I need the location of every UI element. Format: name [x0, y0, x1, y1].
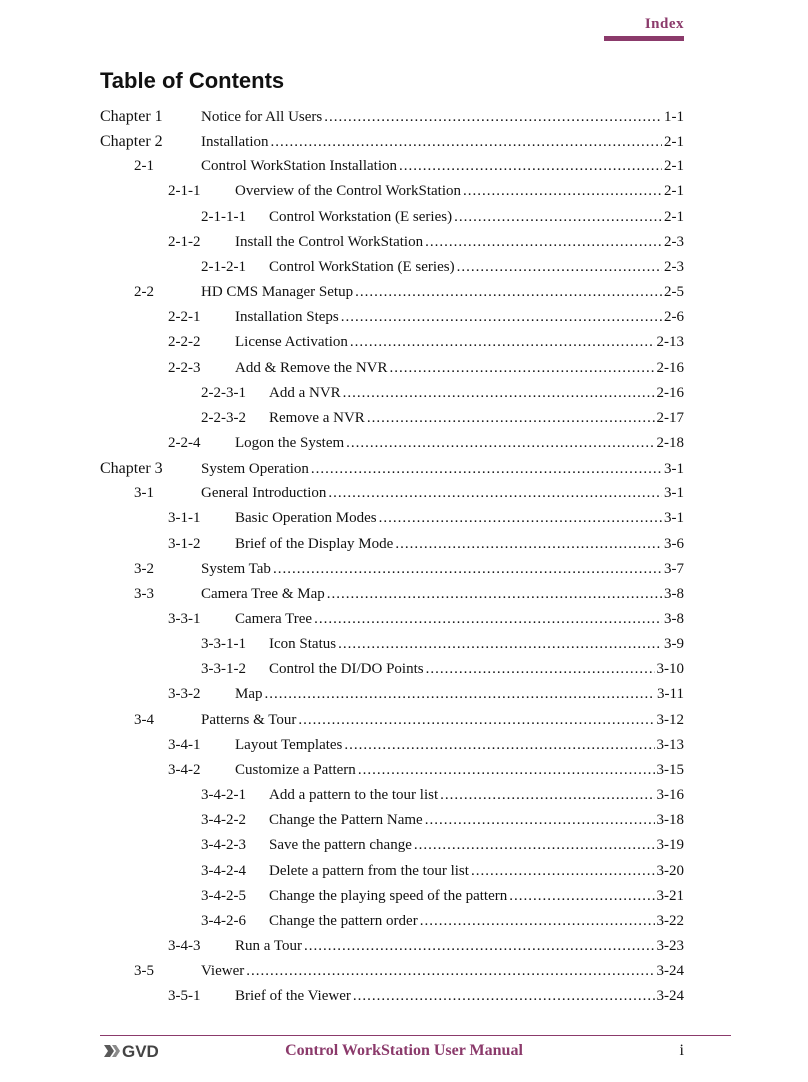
toc-entry-title: Control WorkStation Installation: [201, 158, 398, 175]
toc-dot-leader: [471, 863, 655, 880]
toc-entry[interactable]: [201, 385, 684, 409]
toc-entry[interactable]: [168, 234, 684, 258]
toc-entry-page: 3-16: [656, 787, 684, 804]
toc-entry-number: 3-3-1-2: [201, 661, 246, 678]
toc-dot-leader: [327, 586, 662, 603]
toc-entry-page: 2-16: [656, 384, 684, 401]
toc-entry[interactable]: [168, 938, 684, 962]
toc-entry-number: 2-2-3-1: [201, 384, 246, 401]
toc-entry-title: Change the playing speed of the pattern: [269, 887, 508, 904]
toc-dot-leader: [341, 309, 662, 326]
toc-entry-page: 3-7: [664, 560, 684, 577]
toc-entry-title: Delete a pattern from the tour list: [269, 862, 469, 879]
toc-dot-leader: [350, 334, 655, 351]
toc-entry-number: 3-4-2-2: [201, 812, 246, 829]
toc-entry[interactable]: [134, 586, 684, 610]
toc-entry-title: Customize a Pattern: [235, 761, 356, 778]
toc-entry-number: 3-4-2-5: [201, 887, 246, 904]
toc-entry-title: Installation Steps: [235, 309, 339, 326]
toc-entry-number: 2-2-1: [168, 309, 201, 326]
toc-dot-leader: [367, 410, 655, 427]
toc-entry-number: 3-4-3: [168, 937, 201, 954]
toc-entry-title: Run a Tour: [235, 937, 303, 954]
toc-entry[interactable]: [201, 888, 684, 912]
toc-entry-page: 3-8: [664, 585, 684, 602]
toc-entry[interactable]: [201, 913, 684, 937]
toc-dot-leader: [463, 183, 662, 200]
toc-dot-leader: [304, 938, 654, 955]
toc-entry-number: 3-4-1: [168, 736, 201, 753]
toc-entry-page: 2-3: [664, 258, 684, 275]
svg-text:GVD: GVD: [122, 1042, 159, 1061]
toc-dot-leader: [343, 385, 655, 402]
toc-entry-title: Logon the System: [235, 434, 345, 451]
toc-dot-leader: [425, 812, 655, 829]
toc-dot-leader: [389, 360, 654, 377]
toc-entry[interactable]: [201, 661, 684, 685]
toc-entry-page: 3-1: [664, 510, 684, 527]
toc-entry-number: 2-2: [134, 284, 154, 301]
toc-entry-page: 3-15: [656, 761, 684, 778]
toc-entry-number: 3-4-2-4: [201, 862, 246, 879]
toc-entry-number: 2-2-3: [168, 359, 201, 376]
toc-entry-title: Icon Status: [269, 636, 337, 653]
toc-entry-number: 3-5-1: [168, 988, 201, 1005]
toc-entry-title: Camera Tree & Map: [201, 585, 325, 602]
toc-entry[interactable]: [100, 460, 684, 484]
toc-entry-number: 3-3-2: [168, 686, 201, 703]
toc-entry[interactable]: [168, 309, 684, 333]
toc-dot-leader: [440, 787, 654, 804]
toc-entry-number: 3-4-2-6: [201, 912, 246, 929]
toc-entry-title: Viewer: [201, 963, 245, 980]
toc-entry-page: 2-13: [656, 334, 684, 351]
toc-entry-title: Control Workstation (E series): [269, 208, 453, 225]
toc-entry-number: Chapter 2: [100, 133, 163, 151]
toc-entry[interactable]: [134, 712, 684, 736]
toc-entry[interactable]: [168, 536, 684, 560]
toc-entry-number: 2-2-3-2: [201, 409, 246, 426]
toc-entry[interactable]: [168, 988, 684, 1012]
toc-entry-page: 2-5: [664, 284, 684, 301]
toc-entry-title: License Activation: [235, 334, 348, 351]
toc-entry[interactable]: [168, 360, 684, 384]
toc-entry-page: 2-16: [656, 359, 684, 376]
toc-entry-title: Brief of the Display Mode: [235, 535, 394, 552]
toc-entry[interactable]: [201, 812, 684, 836]
toc-entry-title: System Operation: [201, 461, 309, 478]
toc-dot-leader: [273, 561, 662, 578]
toc-entry-title: Remove a NVR: [269, 409, 365, 426]
footer-page-number: i: [679, 1042, 684, 1059]
toc-entry-number: 3-3-1: [168, 611, 201, 627]
toc-entry-page: 3-13: [656, 736, 684, 753]
toc-entry-title: Patterns & Tour: [201, 711, 297, 728]
toc-entry[interactable]: [201, 787, 684, 811]
toc-dot-leader: [454, 209, 662, 226]
toc-dot-leader: [414, 837, 655, 854]
toc-entry-page: 3-8: [664, 611, 684, 627]
toc-entry[interactable]: [201, 636, 684, 660]
toc-entry-page: 3-11: [657, 686, 684, 703]
toc-entry-number: Chapter 3: [100, 460, 163, 478]
toc-entry-number: 3-2: [134, 560, 154, 577]
toc-entry-page: 3-12: [656, 711, 684, 728]
toc-entry[interactable]: [201, 209, 684, 233]
toc-entry-page: 3-23: [656, 937, 684, 954]
toc-dot-leader: [457, 259, 662, 276]
toc-entry[interactable]: [168, 435, 684, 459]
toc-entry-title: HD CMS Manager Setup: [201, 284, 354, 301]
toc-dot-leader: [395, 536, 662, 553]
footer-rule: [100, 1035, 731, 1036]
toc-entry-title: Control WorkStation (E series): [269, 258, 455, 275]
toc-entry-page: 1-1: [664, 109, 684, 125]
toc-dot-leader: [298, 712, 654, 729]
toc-entry-number: 3-3-1-1: [201, 636, 246, 653]
toc-entry-page: 3-24: [656, 963, 684, 980]
toc-entry-title: Overview of the Control WorkStation: [235, 183, 461, 200]
toc-entry-number: Chapter 1: [100, 108, 163, 125]
toc-entry-page: 2-1: [664, 158, 684, 175]
toc-entry[interactable]: [134, 158, 684, 182]
toc-entry[interactable]: [168, 762, 684, 786]
toc-entry[interactable]: [201, 837, 684, 861]
toc-entry-title: Layout Templates: [235, 736, 343, 753]
toc-dot-leader: [328, 485, 662, 502]
footer-manual-title: Control WorkStation User Manual: [285, 1042, 523, 1059]
toc-dot-leader: [246, 963, 654, 980]
toc-dot-leader: [271, 134, 663, 151]
toc-entry-number: 2-1: [134, 158, 154, 175]
toc-entry-page: 3-6: [664, 535, 684, 552]
toc-entry-page: 3-21: [656, 887, 684, 904]
toc-dot-leader: [355, 284, 662, 301]
toc-dot-leader: [314, 611, 662, 628]
toc-entry-page: 2-6: [664, 309, 684, 326]
toc-entry-title: Camera Tree: [235, 611, 313, 627]
toc-dot-leader: [426, 661, 655, 678]
toc-entry-title: Save the pattern change: [269, 837, 412, 854]
toc-entry-page: 3-1: [664, 485, 684, 502]
toc-entry-number: 2-1-2-1: [201, 258, 246, 275]
page-title: Table of Contents: [100, 68, 285, 93]
toc-entry[interactable]: [168, 686, 684, 710]
toc-entry[interactable]: [134, 561, 684, 585]
toc-entry[interactable]: [100, 108, 684, 132]
toc-entry-number: 3-3: [134, 585, 154, 602]
toc-entry[interactable]: [168, 510, 684, 534]
toc-entry-title: Notice for All Users: [201, 109, 323, 125]
toc-entry-number: 2-1-1: [168, 183, 201, 200]
toc-entry-number: 3-5: [134, 963, 154, 980]
toc-entry-title: System Tab: [201, 560, 271, 577]
toc-entry-page: 2-3: [664, 233, 684, 250]
toc-entry[interactable]: [201, 863, 684, 887]
toc-entry-title: Install the Control WorkStation: [235, 233, 424, 250]
toc-entry-page: 3-1: [664, 461, 684, 478]
toc-entry-page: 2-1: [664, 183, 684, 200]
toc-dot-leader: [265, 686, 656, 703]
toc-entry-page: 2-1: [664, 208, 684, 225]
toc-entry-title: Add a NVR: [269, 384, 341, 401]
toc-entry-number: 3-4-2-3: [201, 837, 246, 854]
toc-dot-leader: [338, 636, 662, 653]
toc-entry-page: 3-19: [656, 837, 684, 854]
toc-entry[interactable]: [168, 334, 684, 358]
toc-entry-page: 2-18: [656, 434, 684, 451]
toc-entry[interactable]: [168, 611, 684, 635]
toc-entry-title: Map: [235, 686, 263, 703]
toc-entry-number: 2-2-4: [168, 434, 201, 451]
toc-entry-number: 3-4: [134, 711, 154, 728]
toc-dot-leader: [399, 158, 662, 175]
toc-entry-page: 3-24: [656, 988, 684, 1005]
toc-entry[interactable]: [134, 963, 684, 987]
toc-entry-page: 3-22: [656, 912, 684, 929]
toc-entry-number: 3-1-2: [168, 535, 201, 552]
toc-entry-title: Basic Operation Modes: [235, 510, 377, 527]
toc-entry-page: 3-18: [656, 812, 684, 829]
toc-entry[interactable]: [134, 284, 684, 308]
toc-entry-page: 3-9: [664, 636, 684, 653]
toc-dot-leader: [425, 234, 662, 251]
toc-entry[interactable]: [168, 737, 684, 761]
toc-entry-title: Change the pattern order: [269, 912, 418, 929]
toc-dot-leader: [420, 913, 655, 930]
toc-dot-leader: [344, 737, 654, 754]
toc-entry[interactable]: [201, 259, 684, 283]
toc-entry-number: 3-4-2: [168, 761, 201, 778]
toc-entry-page: 3-20: [656, 862, 684, 879]
toc-dot-leader: [509, 888, 654, 905]
header-index-label: Index: [644, 16, 684, 32]
toc-entry[interactable]: [168, 183, 684, 207]
toc-entry-number: 2-2-2: [168, 334, 201, 351]
toc-entry-page: 2-1: [664, 134, 684, 151]
toc-dot-leader: [358, 762, 655, 779]
toc-entry-title: Add a pattern to the tour list: [269, 787, 439, 804]
toc-entry-title: Control the DI/DO Points: [269, 661, 424, 678]
toc-entry-number: 2-1-2: [168, 233, 201, 250]
toc-entry-title: Brief of the Viewer: [235, 988, 351, 1005]
toc-entry[interactable]: [134, 485, 684, 509]
toc-entry[interactable]: [100, 133, 684, 157]
toc-dot-leader: [324, 109, 662, 126]
toc-entry-title: Add & Remove the NVR: [235, 359, 388, 376]
toc-entry-title: Installation: [201, 134, 269, 151]
toc-entry-number: 2-1-1-1: [201, 208, 246, 225]
toc-entry-number: 3-1-1: [168, 510, 201, 527]
toc-entry-page: 3-10: [656, 661, 684, 678]
toc-entry[interactable]: [201, 410, 684, 434]
toc-entry-page: 2-17: [656, 409, 684, 426]
header-accent-bar: [604, 36, 684, 41]
toc-entry-title: Change the Pattern Name: [269, 812, 423, 829]
toc-dot-leader: [346, 435, 654, 452]
toc-dot-leader: [353, 988, 655, 1005]
toc-dot-leader: [311, 461, 662, 478]
toc-dot-leader: [379, 510, 662, 527]
toc-entry-title: General Introduction: [201, 485, 327, 502]
toc-entry-number: 3-4-2-1: [201, 787, 246, 804]
toc-entry-number: 3-1: [134, 485, 154, 502]
